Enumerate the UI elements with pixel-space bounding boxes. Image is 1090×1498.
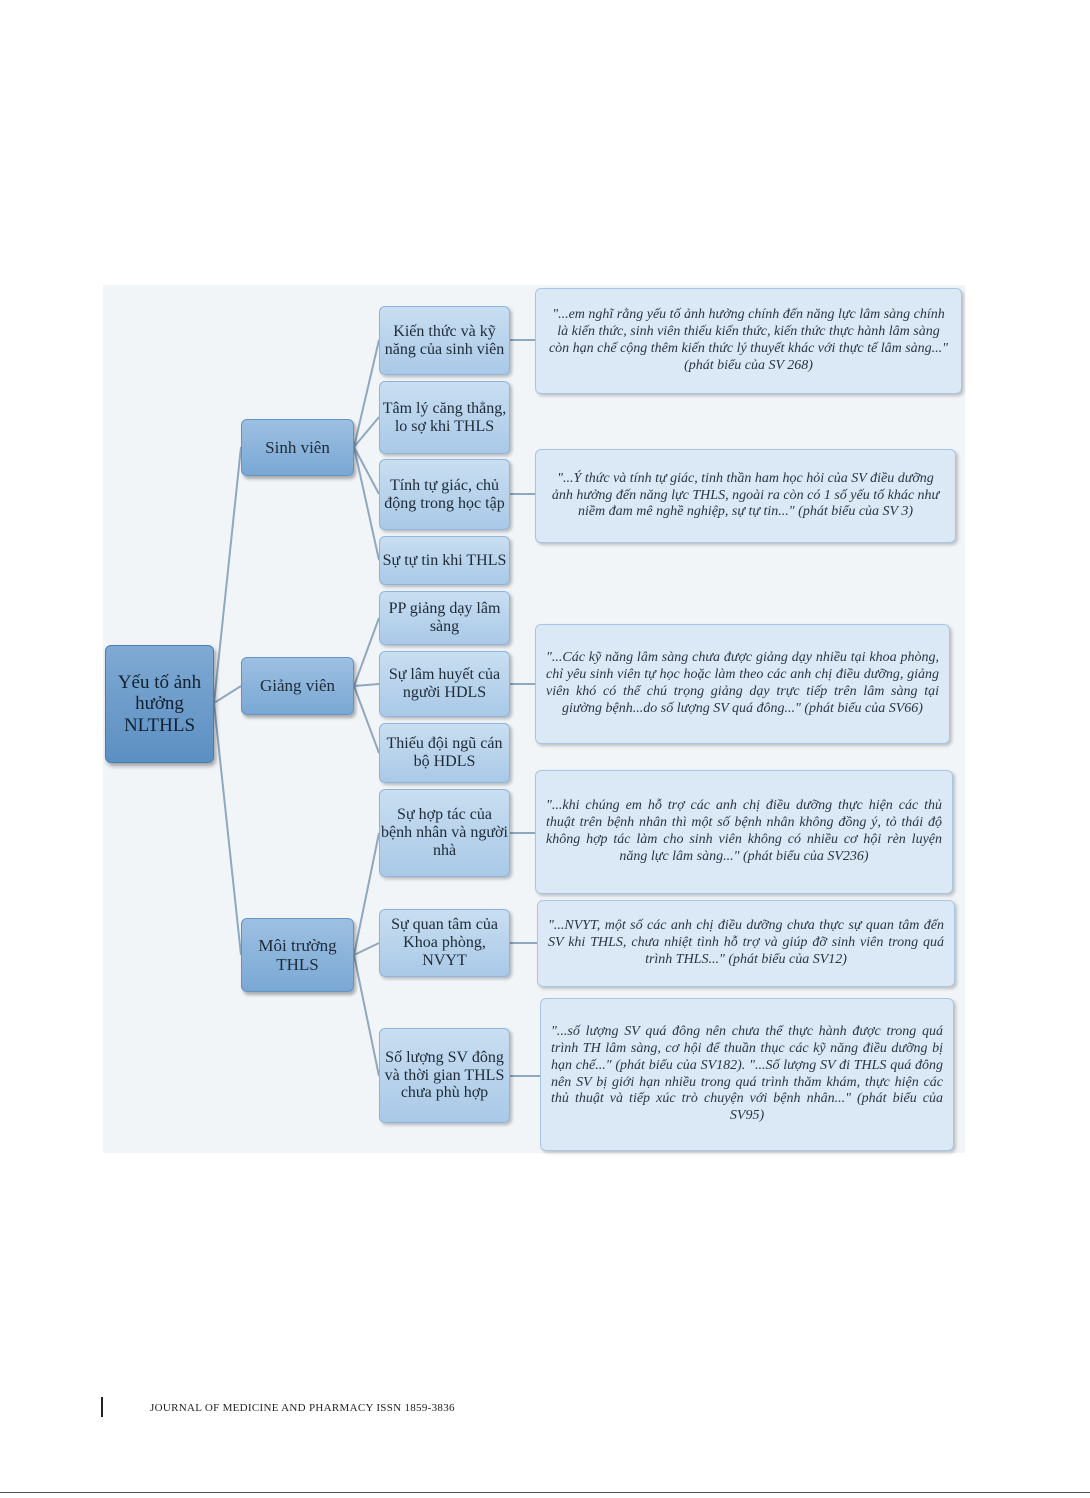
factor-label: Sự quan tâm của Khoa phòng, NVYT bbox=[391, 916, 498, 969]
page-bottom-rule bbox=[0, 1492, 1090, 1493]
factor-thieu-doi-ngu bbox=[379, 723, 510, 783]
factor-so-luong-sv bbox=[379, 1028, 510, 1123]
quote-text: "...Các kỹ năng lâm sàng chưa được giảng dạy nhiều tại khoa phòng, chỉ yêu sinh viên tự học hoặc làm theo các anh chị điều dưỡng, giảng viên khó có thể chú trọng giảng dạy trực tiếp trên lâm sàng tại giường bệnh...do số lượng SV quá đông..." (phát biểu của SV66) bbox=[546, 650, 939, 716]
quote-text: "...khi chúng em hỗ trợ các anh chị điều dưỡng thực hiện các thủ thuật trên bệnh nhân thì một số bệnh nhân không đồng ý, tỏ thái độ không hợp tác làm cho sinh viên không có nhiều cơ hội rèn luyện năng lực lâm sàng..." (phát biểu của SV236) bbox=[546, 798, 942, 864]
quote-text: "...số lượng SV quá đông nên chưa thể thực hành được trong quá trình TH lâm sàng, cơ hội để thuần thục các kỹ năng điều dưỡng bị hạn chế..." (phát biểu của SV182). "...Số lượng SV đi THLS quá đông nên SV bị giới hạn nhiều trong quá trình thăm khám, thực hiện các thủ thuật và tiếp xúc trò chuyện với bệnh nhân..." (phát biểu của SV95) bbox=[551, 1024, 943, 1124]
factor-hop-tac bbox=[379, 789, 510, 877]
quote-quan-tam bbox=[537, 900, 955, 987]
factor-label: Sự tự tin khi THLS bbox=[382, 551, 507, 569]
root-label: Yếu tố ảnh hưởng NLTHLS bbox=[117, 672, 202, 736]
factor-label: Sự lâm huyết của người HDLS bbox=[388, 666, 501, 701]
factor-pp-giang-day bbox=[379, 591, 510, 645]
quote-text: "...em nghĩ rằng yếu tố ảnh hưởng chính đến năng lực lâm sàng chính là kiến thức, sinh viên thiếu kiến thức, kiến thức thực hành lâm sàng còn hạn chế cộng thêm kiến thức lý thuyết khác với thực tế lâm sàng..." (phát biểu của SV 268) bbox=[548, 307, 949, 373]
quote-hop-tac bbox=[535, 770, 953, 894]
category-label: Môi trường THLS bbox=[258, 935, 337, 974]
factor-label: Số lượng SV đông và thời gian THLS chưa phù hợp bbox=[384, 1048, 505, 1102]
factor-lam-huyet bbox=[379, 651, 510, 717]
quote-giang-day bbox=[535, 624, 950, 744]
factor-label: Tâm lý căng thẳng, lo sợ khi THLS bbox=[382, 399, 507, 435]
quote-tinh-tu-giac bbox=[535, 449, 956, 543]
category-giang-vien bbox=[241, 657, 354, 715]
category-sinh-vien bbox=[241, 419, 354, 476]
factor-tam-ly bbox=[379, 381, 510, 454]
quote-text: "...NVYT, một số các anh chị điều dưỡng chưa thực sự quan tâm đến SV khi THLS, chưa nhiệt tình hỗ trợ và giúp đỡ sinh viên trong quá trình THLS..." (phát biểu của SV12) bbox=[548, 918, 944, 967]
factor-tinh-tu-giac bbox=[379, 459, 510, 530]
factor-label: Sự hợp tác của bệnh nhân và người nhà bbox=[381, 806, 508, 859]
factor-su-tu-tin bbox=[379, 536, 510, 585]
quote-text: "...Ý thức và tính tự giác, tinh thần ham học hỏi của SV điều dưỡng ảnh hưởng đến năng lực THLS, ngoài ra còn có 1 số yếu tố khác như niềm đam mê nghề nghiệp, sự tự tin..." (phát biểu của SV 3) bbox=[551, 470, 940, 520]
category-label: Giảng viên bbox=[259, 676, 336, 696]
factor-label: Tính tự giác, chủ động trong học tập bbox=[384, 476, 505, 512]
root-node bbox=[105, 645, 214, 763]
journal-footer: JOURNAL OF MEDICINE AND PHARMACY ISSN 1859-3836 bbox=[150, 1402, 455, 1414]
category-moi-truong bbox=[241, 918, 354, 992]
factor-label: Thiếu đội ngũ cán bộ HDLS bbox=[386, 735, 503, 770]
quote-kien-thuc bbox=[535, 288, 962, 394]
footer-rule bbox=[101, 1397, 103, 1417]
quote-so-luong bbox=[540, 998, 954, 1151]
factor-label: PP giảng dạy lâm sàng bbox=[388, 600, 501, 635]
factor-label: Kiến thức và kỹ năng của sinh viên bbox=[384, 322, 505, 358]
category-label: Sinh viên bbox=[265, 437, 330, 457]
factor-kien-thuc bbox=[379, 306, 510, 375]
factor-quan-tam bbox=[379, 909, 510, 977]
